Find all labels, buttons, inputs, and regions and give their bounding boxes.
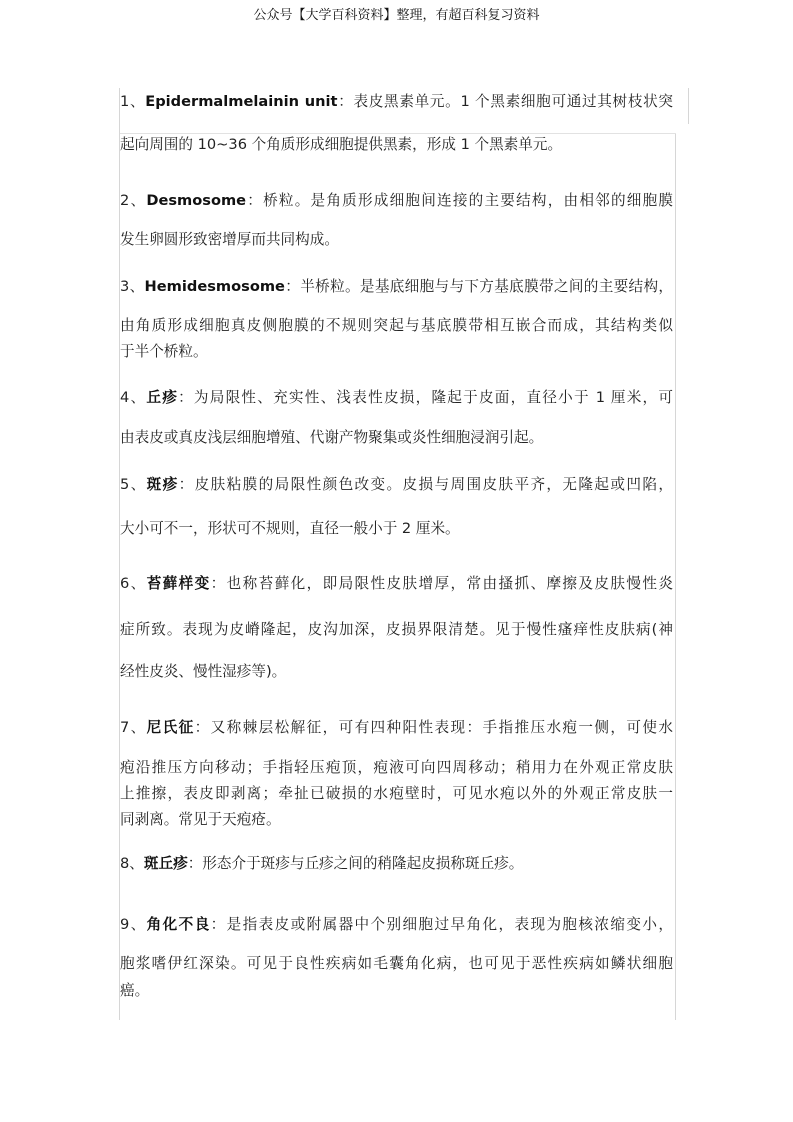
item-number: 5、 xyxy=(120,476,147,493)
term-colon: ： xyxy=(210,916,227,933)
definition-line xyxy=(120,519,673,539)
definition-line xyxy=(120,316,673,336)
definition-text: 胞浆嗜伊红深染。可见于良性疾病如毛囊角化病，也可见于恶性疾病如鳞状细胞 xyxy=(120,955,673,972)
term-colon: ： xyxy=(178,389,194,406)
term-colon: ： xyxy=(246,192,264,209)
item-number: 6、 xyxy=(120,575,147,592)
term: 丘疹 xyxy=(146,389,179,406)
term: 角化不良 xyxy=(146,916,211,933)
definition-line xyxy=(120,784,673,804)
definition-line xyxy=(120,758,673,778)
definition-text: 又称棘层松解征，可有四种阳性表现：手指推压水疱一侧，可使水 xyxy=(210,719,673,736)
definition-line xyxy=(120,135,673,155)
definition-first-line xyxy=(120,718,673,738)
definition-line xyxy=(120,342,673,362)
item-number: 2、 xyxy=(120,192,147,209)
term-colon: ： xyxy=(210,575,227,592)
definition-first-line xyxy=(120,475,673,495)
definition-text: 上推擦，表皮即剥离；牵扯已破损的水疱壁时，可见水疱以外的外观正常皮肤一 xyxy=(120,785,673,802)
definition-text: 形态介于斑疹与丘疹之间的稍隆起皮损称斑丘疹。 xyxy=(202,855,524,872)
term: 斑疹 xyxy=(146,476,179,493)
definition-text: 也称苔藓化，即局限性皮肤增厚，常由搔抓、摩擦及皮肤慢性炎 xyxy=(226,575,673,592)
item-number: 8、 xyxy=(120,855,144,872)
definition-text: 症所致。表现为皮嵴隆起，皮沟加深，皮损界限清楚。见于慢性瘙痒性皮肤病(神 xyxy=(120,621,673,638)
item-number: 4、 xyxy=(120,389,147,406)
definition-text: 皮肤粘膜的局限性颜色改变。皮损与周围皮肤平齐，无隆起或凹陷， xyxy=(194,476,673,493)
frame-divider xyxy=(120,133,676,134)
definition-text: 大小可不一，形状可不规则，直径一般小于 2 厘米。 xyxy=(120,520,460,537)
definition-text: 桥粒。是角质形成细胞间连接的主要结构，由相邻的细胞膜 xyxy=(263,192,673,209)
term: 尼氏征 xyxy=(146,719,195,736)
definition-text: 半桥粒。是基底细胞与与下方基底膜带之间的主要结构， xyxy=(300,278,673,295)
item-number: 9、 xyxy=(120,916,147,933)
frame-right-border-top xyxy=(688,88,689,124)
definition-first-line xyxy=(120,388,673,408)
page-header: 公众号【大学百科资料】整理，有超百科复习资料 xyxy=(253,8,540,23)
definition-line xyxy=(120,810,673,830)
term: Desmosome xyxy=(146,192,247,209)
definition-text: 于半个桥粒。 xyxy=(120,343,208,360)
definition-text: 由表皮或真皮浅层细胞增殖、代谢产物聚集或炎性细胞浸润引起。 xyxy=(120,429,544,446)
definition-first-line xyxy=(120,915,673,935)
definition-text: 发生卵圆形致密增厚而共同构成。 xyxy=(120,231,339,248)
frame-left-border xyxy=(119,88,120,1020)
definition-text: 为局限性、充实性、浅表性皮损，隆起于皮面，直径小于 1 厘米，可 xyxy=(193,389,673,406)
definition-first-line xyxy=(120,574,673,594)
definition-text: 起向周围的 10~36 个角质形成细胞提供黑素，形成 1 个黑素单元。 xyxy=(120,136,563,153)
term: 斑丘疹 xyxy=(143,855,188,872)
definition-text: 同剥离。常见于天疱疮。 xyxy=(120,811,281,828)
definition-line xyxy=(120,981,673,1001)
definition-line xyxy=(120,620,673,640)
definition-text: 由角质形成细胞真皮侧胞膜的不规则突起与基底膜带相互嵌合而成，其结构类似 xyxy=(120,317,673,334)
definition-text: 癌。 xyxy=(120,982,150,999)
definition-first-line xyxy=(120,191,673,211)
term: Epidermalmelainin unit xyxy=(145,93,338,110)
definition-text: 疱沿推压方向移动；手指轻压疱顶，疱液可向四周移动；稍用力在外观正常皮肤 xyxy=(120,759,673,776)
definition-line xyxy=(120,428,673,448)
definition-line xyxy=(120,230,673,250)
definition-first-line xyxy=(120,277,673,297)
frame-right-border xyxy=(675,133,676,1020)
definition-first-line xyxy=(120,854,673,874)
definition-text: 是指表皮或附属器中个别细胞过早角化，表现为胞核浓缩变小， xyxy=(226,916,673,933)
term: 苔藓样变 xyxy=(146,575,211,592)
definition-text: 经性皮炎、慢性湿疹等)。 xyxy=(120,663,287,680)
term-colon: ： xyxy=(178,476,195,493)
definition-line xyxy=(120,954,673,974)
definition-text: 表皮黑素单元。1 个黑素细胞可通过其树枝状突 xyxy=(353,93,673,110)
item-number: 3、 xyxy=(120,278,145,295)
item-number: 7、 xyxy=(120,719,147,736)
term-colon: ： xyxy=(337,93,354,110)
definition-first-line xyxy=(120,92,673,112)
term-colon: ： xyxy=(284,278,301,295)
definition-line xyxy=(120,662,673,682)
term-colon: ： xyxy=(194,719,211,736)
term-colon: ： xyxy=(187,855,203,872)
item-number: 1、 xyxy=(120,93,146,110)
term: Hemidesmosome xyxy=(144,278,285,295)
